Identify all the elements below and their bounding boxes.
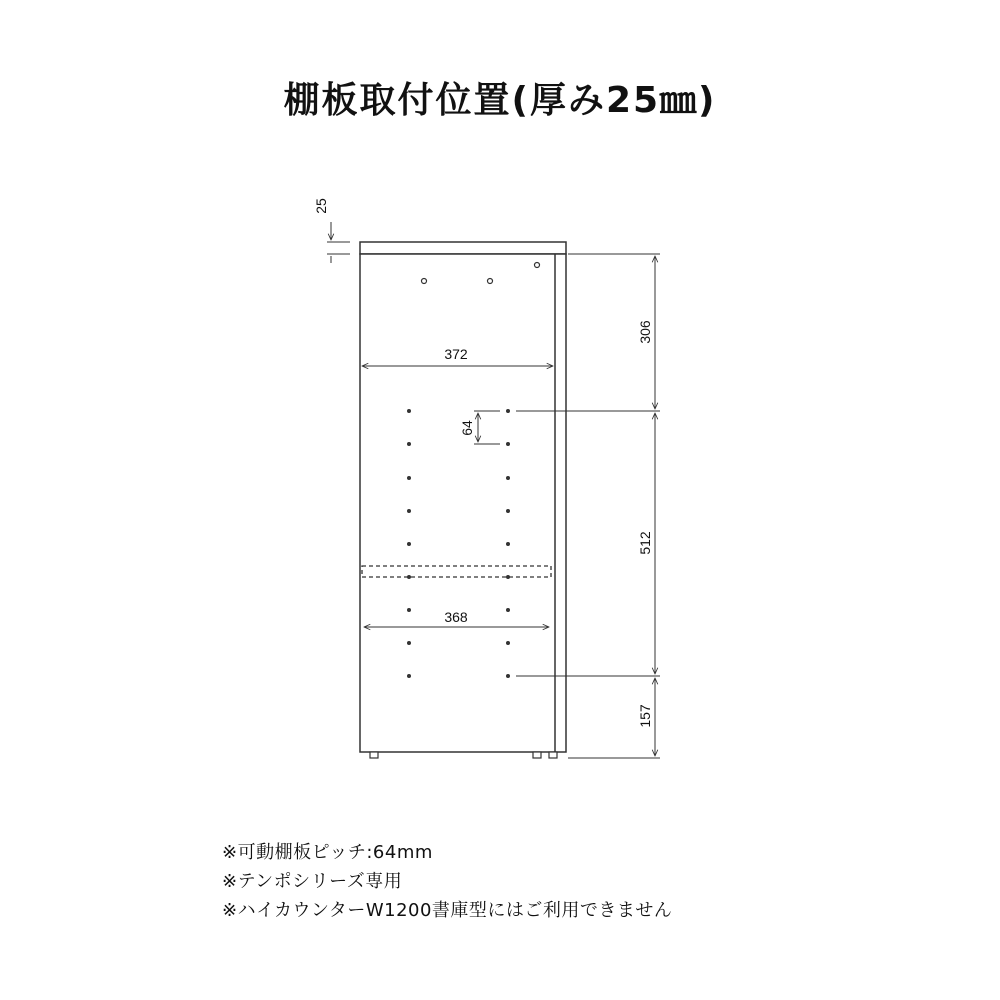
dim-512-label: 512 [637,531,653,555]
notes-block [222,838,672,925]
top-board [360,242,566,254]
dim-25-label: 25 [313,198,329,214]
foot-right [533,752,541,758]
dim-368-label: 368 [444,609,468,625]
page-title: 棚板取付位置(厚み25㎜) [283,80,717,121]
note-not-compatible: ※ハイカウンターW1200書庫型にはご利用できません [222,900,673,921]
dim-306-label: 306 [637,320,653,344]
cabinet-body [360,254,566,752]
top-hole [535,263,540,268]
note-shelf-pitch: ※可動棚板ピッチ:64mm [222,842,433,863]
dim-64-label: 64 [459,420,475,436]
top-hole [422,279,427,284]
foot-side [549,752,557,758]
note-series-only: ※テンポシリーズ専用 [222,871,403,892]
dim-157-label: 157 [637,704,653,728]
dim-372-label: 372 [444,346,468,362]
top-hole [488,279,493,284]
foot-left [370,752,378,758]
